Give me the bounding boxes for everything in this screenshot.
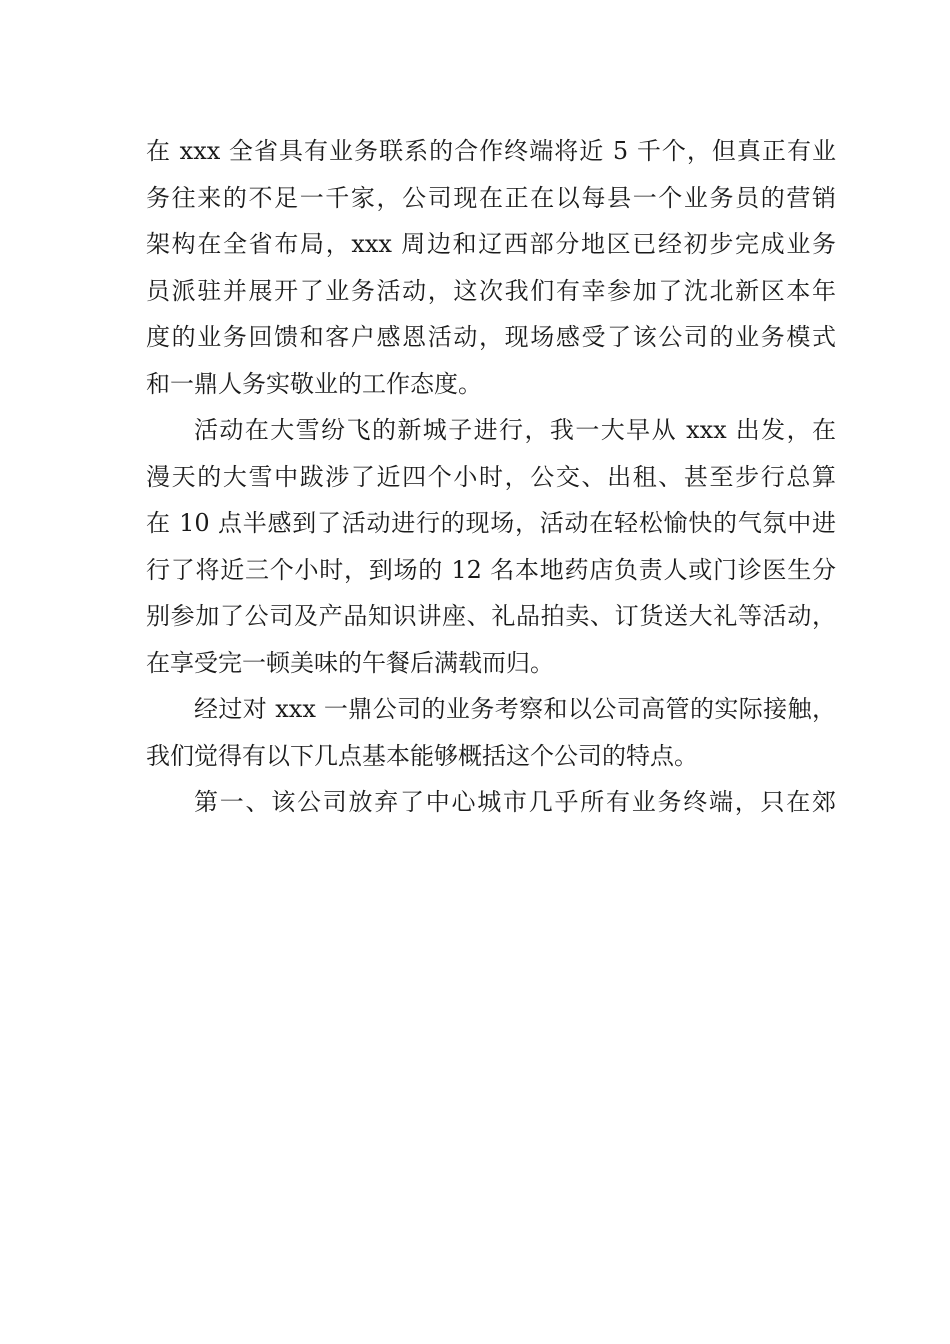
paragraph-line: 行了将近三个小时，到场的 12 名本地药店负责人或门诊医生分 [146, 555, 836, 584]
paragraph-line: 员派驻并展开了业务活动，这次我们有幸参加了沈北新区本年 [146, 276, 836, 305]
paragraph-line: 在 xxx 全省具有业务联系的合作终端将近 5 千个，但真正有业 [146, 137, 836, 165]
paragraph-line: 第一、该公司放弃了中心城市几乎所有业务终端，只在郊 [194, 788, 836, 816]
body-text [146, 128, 836, 826]
paragraph-line: 架构在全省布局，xxx 周边和辽西部分地区已经初步完成业务 [146, 230, 836, 258]
paragraph-line: 在 10 点半感到了活动进行的现场，活动在轻松愉快的气氛中进 [146, 509, 836, 537]
paragraph-line: 在享受完一顿美味的午餐后满载而归。 [146, 648, 554, 677]
paragraph-line: 和一鼎人务实敬业的工作态度。 [146, 369, 482, 398]
paragraph-line: 务往来的不足一千家，公司现在正在以每县一个业务员的营销 [146, 183, 836, 212]
paragraph-line: 活动在大雪纷飞的新城子进行，我一大早从 xxx 出发，在 [194, 416, 836, 444]
paragraph-line: 经过对 xxx 一鼎公司的业务考察和以公司高管的实际接触， [194, 695, 836, 723]
paragraph-line: 度的业务回馈和客户感恩活动，现场感受了该公司的业务模式 [146, 323, 836, 351]
paragraph-line: 我们觉得有以下几点基本能够概括这个公司的特点。 [146, 741, 698, 770]
paragraph-line: 别参加了公司及产品知识讲座、礼品拍卖、订货送大礼等活动， [146, 602, 836, 630]
paragraph-line: 漫天的大雪中跋涉了近四个小时，公交、出租、甚至步行总算 [146, 462, 836, 491]
